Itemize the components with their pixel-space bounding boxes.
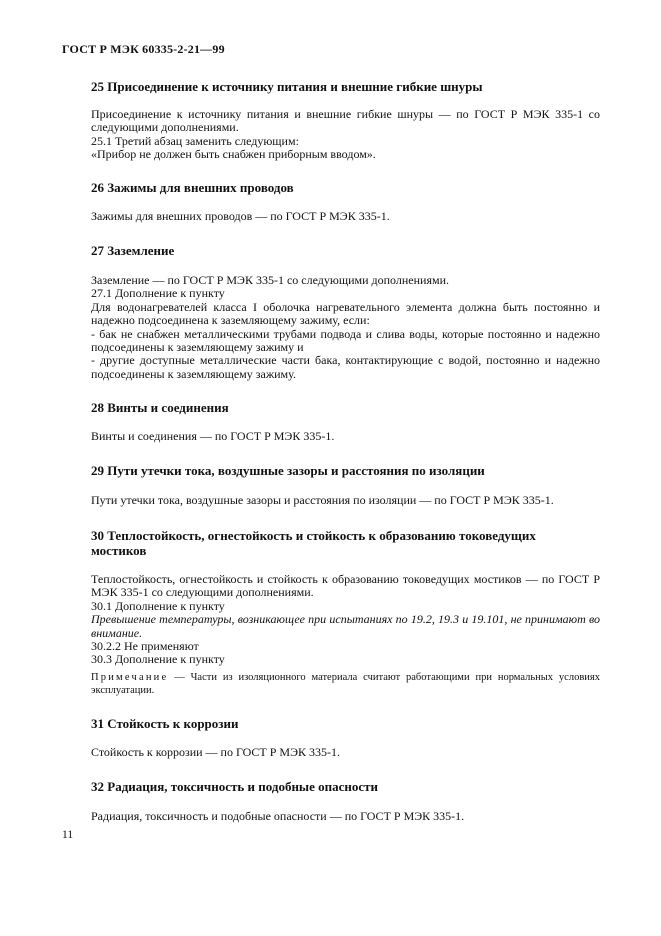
section-30-body (91, 573, 600, 667)
note-text: — Части из изоляционного материала считают работающими при нормальных условиях эксплуатации. (91, 672, 600, 696)
section-27-body (91, 274, 600, 381)
section-26-heading: 26 Зажимы для внешних проводов (91, 180, 294, 195)
section-30-clause-30-3: 30.3 Дополнение к пункту (91, 652, 225, 667)
section-27-clause-27-1: 27.1 Дополнение к пункту (91, 286, 225, 301)
section-32-body (91, 810, 600, 823)
section-25-heading: 25 Присоединение к источнику питания и внешние гибкие шнуры (91, 79, 483, 94)
section-25-clause-25-1: 25.1 Третий абзац заменить следующим: (91, 133, 299, 148)
note-label: Примечание (91, 672, 169, 683)
section-28-body (91, 430, 600, 443)
section-29-paragraph: Пути утечки тока, воздушные зазоры и расстояния по изоляции — по ГОСТ Р МЭК 335-1. (91, 493, 554, 507)
section-30-note (91, 672, 600, 697)
section-30-heading (91, 528, 611, 558)
section-30-italic-text: Превышение температуры, возникающее при испытаниях по 19.2, 19.3 и 19.101, не принимают во внимание. (91, 612, 600, 640)
section-28-paragraph: Винты и соединения — по ГОСТ Р МЭК 335-1. (91, 429, 335, 443)
section-31-heading: 31 Стойкость к коррозии (91, 716, 239, 731)
section-32-heading: 32 Радиация, токсичность и подобные опасности (91, 779, 379, 794)
section-29-heading: 29 Пути утечки тока, воздушные зазоры и расстояния по изоляции (91, 463, 485, 478)
section-32-paragraph: Радиация, токсичность и подобные опасности — по ГОСТ Р МЭК 335-1. (91, 809, 465, 823)
section-30-clause-30-1: 30.1 Дополнение к пункту (91, 598, 225, 613)
section-27-heading: 27 Заземление (91, 243, 175, 258)
document-header: ГОСТ Р МЭК 60335-2-21—99 (62, 42, 225, 56)
section-30-paragraph: Теплостойкость, огнестойкость и стойкость к образованию токоведущих мостиков — по ГОСТ Р МЭК 335-1 со следующими дополнениями. (91, 572, 600, 600)
section-25-paragraph: Присоединение к источнику питания и внешние гибкие шнуры — по ГОСТ Р МЭК 335-1 со следующими дополнениями. (91, 107, 600, 135)
section-25-body (91, 108, 600, 162)
section-27-list-item-1: - бак не снабжен металлическими трубами подвода и слива воды, которые постоянно и надежно подсоединены к заземляющему зажиму и (91, 326, 600, 355)
section-27-condition: Для водонагревателей класса I оболочка нагревательного элемента должна быть постоянно и надежно подсоединена к заземляющему зажиму, если: (91, 299, 600, 328)
section-31-paragraph: Стойкость к коррозии — по ГОСТ Р МЭК 335-1. (91, 745, 341, 759)
section-26-body (91, 210, 600, 223)
section-30-heading-line-1: 30 Теплостойкость, огнестойкость и стойкость к образованию токоведущих (91, 528, 536, 543)
section-26-paragraph: Зажимы для внешних проводов — по ГОСТ Р МЭК 335-1. (91, 209, 390, 223)
section-25-quote: «Прибор не должен быть снабжен приборным вводом». (91, 147, 376, 162)
section-27-list-item-2: - другие доступные металлические части бака, контактирующие с водой, постоянно и надежно подсоединены к заземляющему зажиму. (91, 353, 600, 381)
section-31-body (91, 746, 600, 759)
section-30-clause-30-2-2: 30.2.2 Не применяют (91, 639, 199, 654)
section-30-heading-line-2: мостиков (91, 543, 147, 558)
page-number: 11 (62, 829, 74, 841)
section-27-paragraph: Заземление — по ГОСТ Р МЭК 335-1 со следующими дополнениями. (91, 273, 449, 287)
section-29-body (91, 494, 600, 507)
section-28-heading: 28 Винты и соединения (91, 400, 229, 415)
